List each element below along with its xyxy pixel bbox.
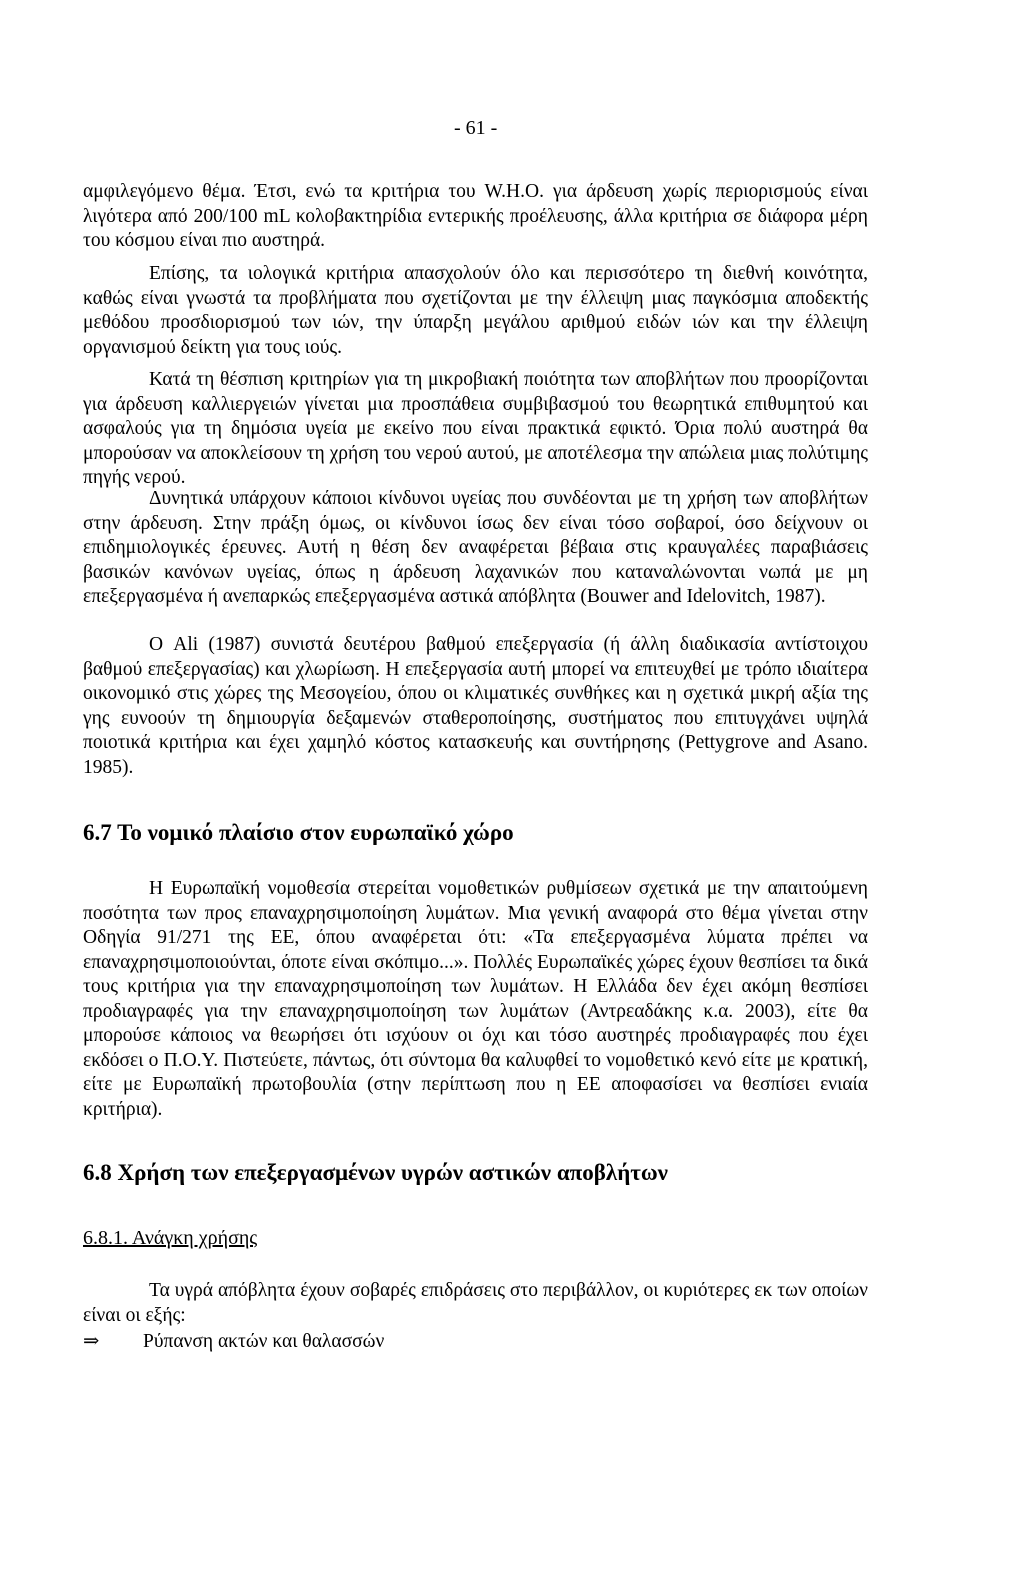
section-6-8-paragraph: Τα υγρά απόβλητα έχουν σοβαρές επιδράσεις στο περιβάλλον, οι κυριότερες εκ των οποίων είναι οι εξής: <box>83 1280 868 1326</box>
bullet-item-label: Ρύπανση ακτών και θαλασσών <box>143 1331 385 1352</box>
section-6-8-1-subheading: 6.8.1. Ανάγκη χρήσης <box>83 1227 258 1249</box>
paragraph-4: Δυνητικά υπάρχουν κάποιοι κίνδυνοι υγείας που συνδέονται με τη χρήση των αποβλήτων στην άρδευση. Στην πράξη όμως, οι κίνδυνοι ίσως δεν είναι τόσο σοβαροί, όσο δείχνουν οι επιδημιολογικές έρευνες. Αυτή η θέση δεν αναφέρεται βέβαια στις κραυγαλέες παραβιάσεις βασικών κανόνων υγείας, όπως η άρδευση λαχανικών που καταναλώνονται νωπά με μη επεξεργασμένα ή ανεπαρκώς επεξεργασμένα αστικά απόβλητα (Bouwer and Idelovitch, 1987). <box>83 488 868 607</box>
section-6-7-paragraph: Η Ευρωπαϊκή νομοθεσία στερείται νομοθετικών ρυθμίσεων σχετικά με την απαιτούμενη ποσότητα των προς επαναχρησιμοποίηση λυμάτων. Μια γενική αναφορά στο θέμα γίνεται στην Οδηγία 91/271 της ΕΕ, όπου αναφέρεται ότι: «Τα επεξεργασμένα λύματα πρέπει να επαναχρησιμοποιούνται, όποτε είναι σκόπιμο...». Πολλές Ευρωπαϊκές χώρες έχουν θεσπίσει τα δικά τους κριτήρια για την επαναχρησιμοποίηση των λυμάτων. Η Ελλάδα δεν έχει ακόμη θεσπίσει προδιαγραφές για την επαναχρησιμοποίηση των λυμάτων (Αντρεαδάκης κ.α. 2003), είτε θα μπορούσε κάποιος να θεωρήσει ότι ισχύουν οι όχι και τόσο αυστηρές προδιαγραφές που έχει εκδόσει ο Π.Ο.Υ. Πιστεύετε, πάντως, ότι σύντομα θα καλυφθεί το νομοθετικό κενό είτε με κρατική, είτε με Ευρωπαϊκή πρωτοβουλία (στην περίπτωση που η ΕΕ αποφασίσει να θεσπίσει ενιαία κριτήρια). <box>83 878 868 1120</box>
bullet-item <box>83 1329 384 1353</box>
section-6-7-heading: 6.7 Το νομικό πλαίσιο στον ευρωπαϊκό χώρο <box>83 820 514 845</box>
section-6-8-heading: 6.8 Χρήση των επεξεργασμένων υγρών αστικών αποβλήτων <box>83 1160 668 1185</box>
paragraph-5: Ο Ali (1987) συνιστά δευτέρου βαθμού επεξεργασία (ή άλλη διαδικασία αντίστοιχου βαθμού επεξεργασίας) και χλωρίωση. Η επεξεργασία αυτή μπορεί να επιτευχθεί με τρόπο ιδιαίτερα οικονομικό στις χώρες της Μεσογείου, όπου οι κλιματικές συνθήκες και η σχετικά μικρή αξία της γης ευνοούν τη δημιουργία δεξαμενών σταθεροποίησης, συστήματος που επιτυγχάνει υψηλά ποιοτικά κριτήρια και έχει χαμηλό κόστος κατασκευής και συντήρησης (Pettygrove and Asano. 1985). <box>83 634 868 778</box>
page-number: - 61 - <box>454 117 498 139</box>
arrow-icon: ⇒ <box>83 1331 100 1352</box>
paragraph-3: Κατά τη θέσπιση κριτηρίων για τη μικροβιακή ποιότητα των αποβλήτων που προορίζονται για άρδευση καλλιεργειών γίνεται μια προσπάθεια συμβιβασμού του θεωρητικά επιθυμητού και ασφαλούς για τη δημόσια υγεία με εκείνο που είναι πρακτικά εφικτό. Όρια πολύ αυστηρά θα μπορούσαν να αποκλείσουν τη χρήση του νερού αυτού, με αποτέλεσμα την απώλεια μιας πολύτιμης πηγής νερού. <box>83 369 868 488</box>
paragraph-1: αμφιλεγόμενο θέμα. Έτσι, ενώ τα κριτήρια του W.H.O. για άρδευση χωρίς περιορισμούς είναι λιγότερα από 200/100 mL κολοβακτηρίδια εντερικής προέλευσης, άλλα κριτήρια σε διάφορα μέρη του κόσμου είναι πιο αυστηρά. <box>83 181 868 251</box>
paragraph-2: Επίσης, τα ιολογικά κριτήρια απασχολούν όλο και περισσότερο τη διεθνή κοινότητα, καθώς είναι γνωστά τα προβλήματα που σχετίζονται με την έλλειψη μιας παγκόσμια αποδεκτής μεθόδου προσδιορισμού των ιών, την ύπαρξη μεγάλου αριθμού ειδών ιών και την έλλειψη οργανισμού δείκτη για τους ιούς. <box>83 263 868 358</box>
